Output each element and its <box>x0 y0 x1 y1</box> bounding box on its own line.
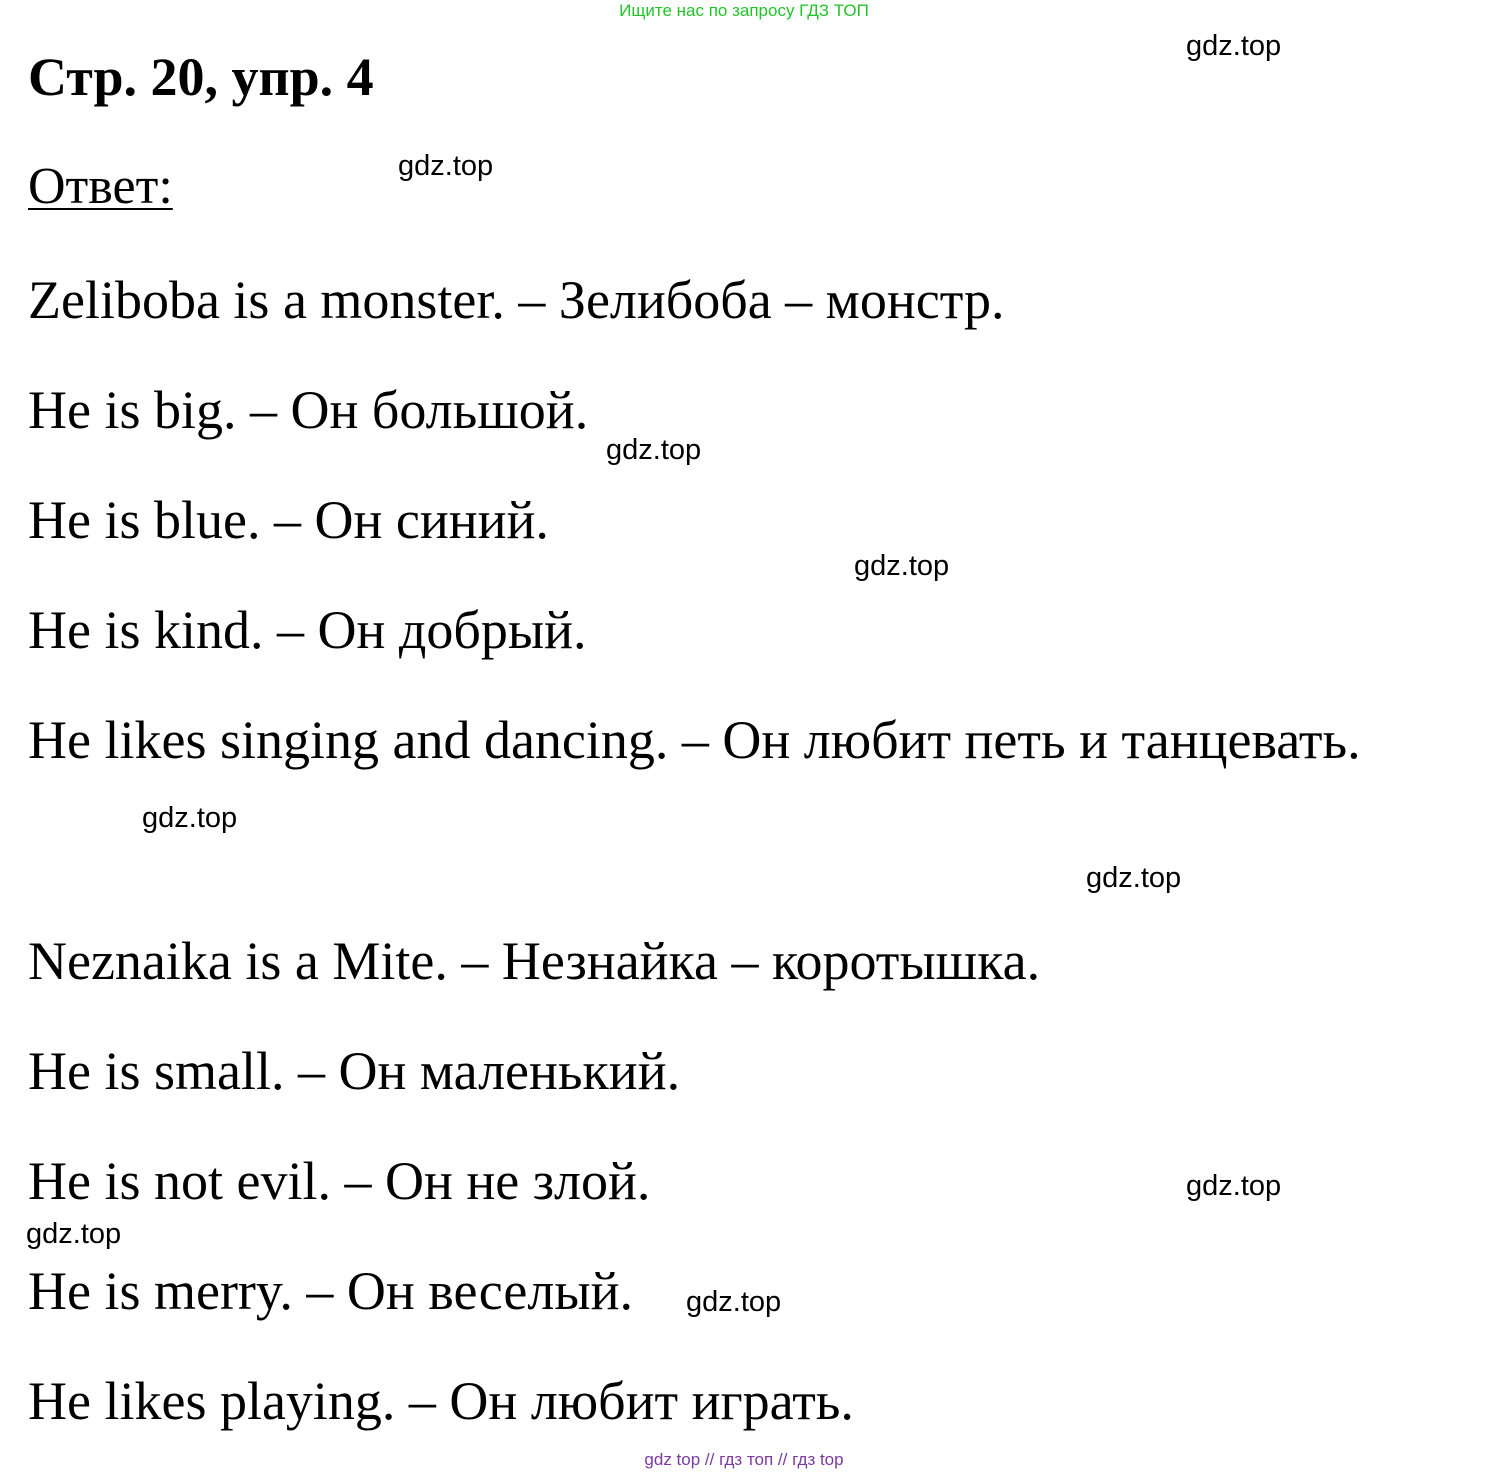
answer-line: He is big. – Он большой. <box>28 380 589 440</box>
watermark: gdz.top <box>398 150 494 182</box>
answer-line: He is kind. – Он добрый. <box>28 600 587 660</box>
answer-line: Neznaika is a Mite. – Незнайка – коротышка. <box>28 931 1041 991</box>
answer-line: He is small. – Он маленький. <box>28 1041 681 1101</box>
answer-line: He likes singing and dancing. – Он любит петь и танцевать. <box>28 710 1361 770</box>
answer-line: He is blue. – Он синий. <box>28 490 549 550</box>
watermark: gdz.top <box>606 434 702 466</box>
watermark: gdz.top <box>26 1218 122 1250</box>
answer-line: He is not evil. – Он не злой. <box>28 1151 651 1211</box>
answer-label: Ответ: <box>28 158 173 215</box>
watermark: gdz.top <box>142 802 238 834</box>
page-title: Стр. 20, упр. 4 <box>28 47 374 107</box>
watermark: gdz.top <box>1186 30 1282 62</box>
answer-line: He likes playing. – Он любит играть. <box>28 1371 854 1431</box>
top-banner: Ищите нас по запросу ГДЗ ТОП <box>619 1 869 20</box>
watermark: gdz.top <box>686 1286 782 1318</box>
watermark: gdz.top <box>1086 862 1182 894</box>
footer-watermark: gdz top // гдз топ // гдз top <box>644 1450 844 1469</box>
answer-line: Zeliboba is a monster. – Зелибоба – монстр. <box>28 270 1005 330</box>
watermark: gdz.top <box>854 550 950 582</box>
watermark: gdz.top <box>1186 1170 1282 1202</box>
answer-line: He is merry. – Он веселый. <box>28 1261 634 1321</box>
